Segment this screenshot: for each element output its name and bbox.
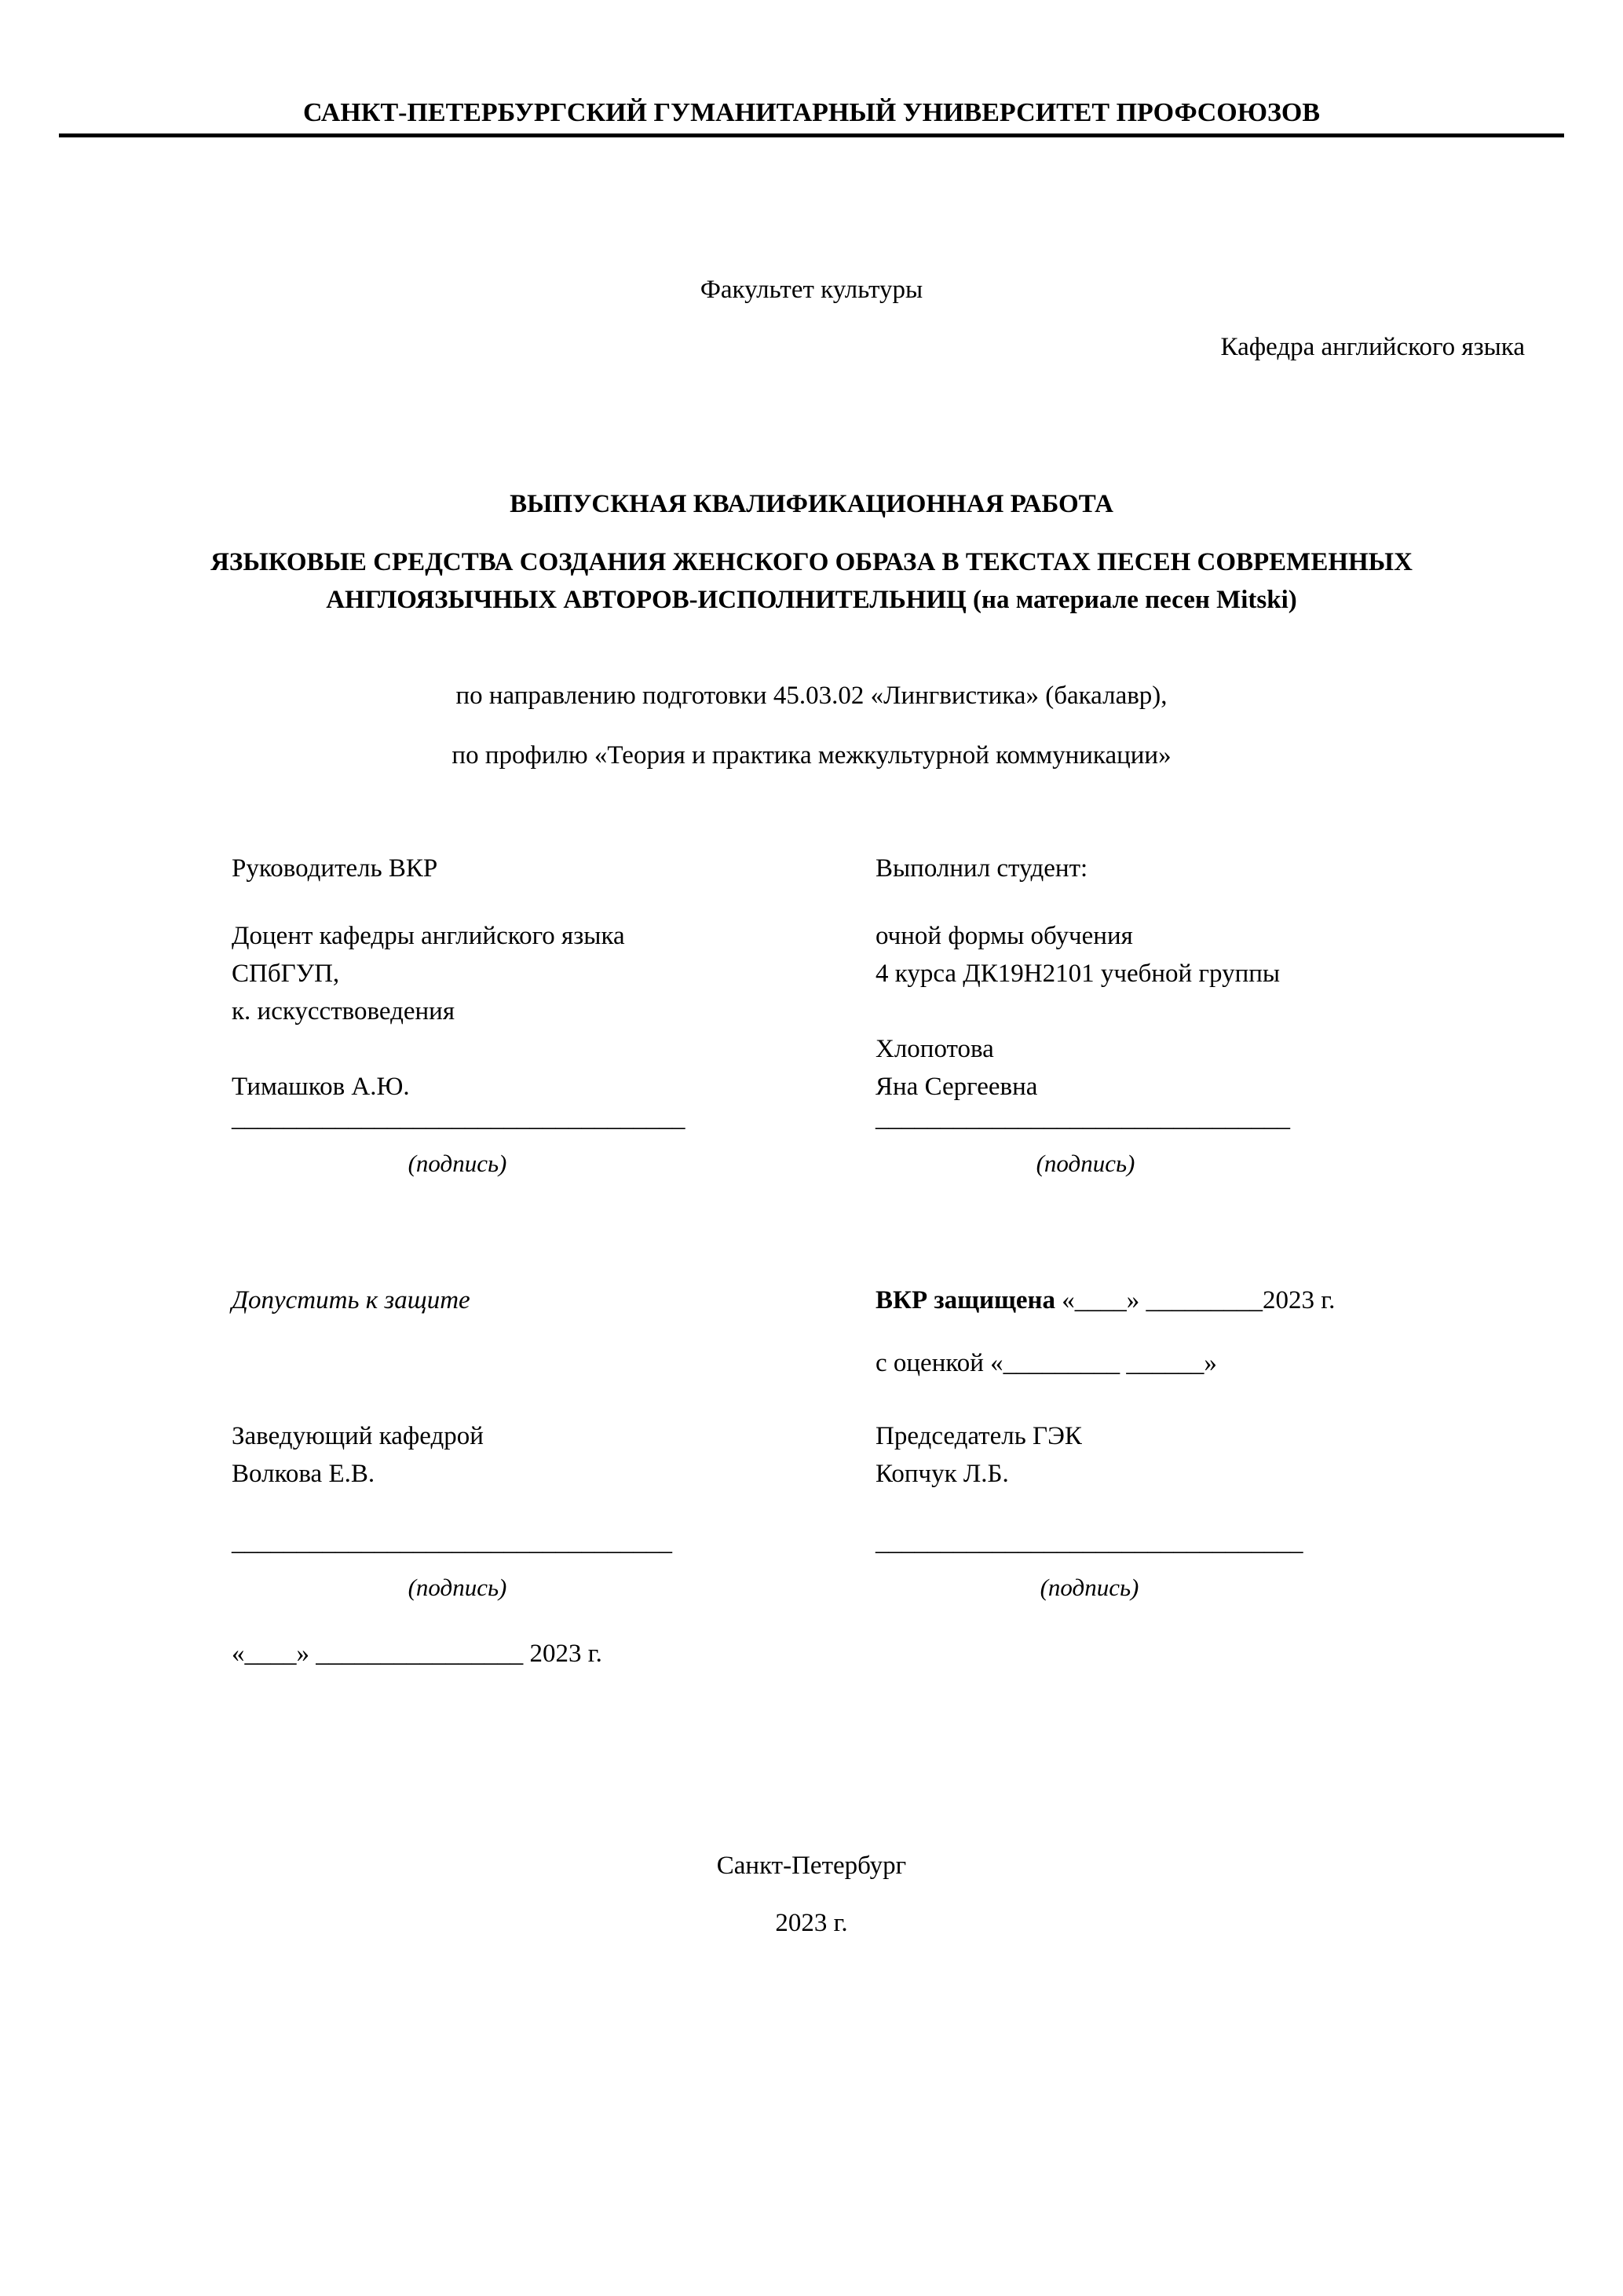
work-type-heading: ВЫПУСКНАЯ КВАЛИФИКАЦИОННАЯ РАБОТА [510,490,1113,518]
gek-chair-role: Председатель ГЭК [875,1422,1082,1450]
student-signature-line: ________________________________ [875,1104,1290,1132]
defended-label: ВКР защищена [875,1286,1056,1314]
advisor-name: Тимашков А.Ю. [232,1073,410,1101]
year: 2023 г. [775,1909,848,1937]
advisor-position [232,917,625,1030]
defended-value: «____» _________2023 г. [1055,1286,1336,1314]
advisor-position-line: Доцент кафедры английского языка [232,922,625,950]
chair-signature-label: (подпись) [1040,1574,1139,1601]
student-name [875,1030,1037,1106]
chair-signature-line: _________________________________ [875,1528,1303,1556]
department-name: Кафедра английского языка [1220,333,1525,361]
header-rule [59,133,1564,137]
city: Санкт-Петербург [716,1852,907,1880]
defended-line [875,1281,1335,1319]
admit-to-defense: Допустить к защите [232,1286,470,1314]
advisor-position-line: СПбГУП, [232,960,340,988]
advisor-signature-label: (подпись) [408,1150,507,1177]
advisor-role: Руководитель ВКР [232,854,438,883]
advisor-signature-line: ___________________________________ [232,1104,685,1132]
profile-line: по профилю «Теория и практика межкультурной коммуникации» [451,741,1172,770]
gek-chair [875,1417,1082,1493]
thesis-title: ЯЗЫКОВЫЕ СРЕДСТВА СОЗДАНИЯ ЖЕНСКОГО ОБРАЗА В ТЕКСТАХ ПЕСЕН СОВРЕМЕННЫХ АНГЛОЯЗЫЧНЫХ АВТОРОВ-ИСПОЛНИТЕЛЬНИЦ (на материале песен Mitski) [210,548,1413,614]
department-head-role: Заведующий кафедрой [232,1422,484,1450]
student-info [875,917,1280,993]
advisor-position-line: к. искусствоведения [232,997,455,1026]
student-info-line: 4 курса ДК19Н2101 учебной группы [875,960,1281,988]
student-surname: Хлопотова [875,1035,994,1063]
department-head-name: Волкова Е.В. [232,1460,375,1488]
date-line: «____» ________________ 2023 г. [232,1640,602,1668]
university-name: САНКТ-ПЕТЕРБУРГСКИЙ ГУМАНИТАРНЫЙ УНИВЕРСИТЕТ ПРОФСОЮЗОВ [302,98,1321,127]
student-firstname: Яна Сергеевна [875,1073,1038,1101]
department-head [232,1417,484,1493]
head-signature-line: __________________________________ [232,1528,672,1556]
gek-chair-name: Копчук Л.Б. [875,1460,1009,1488]
student-role: Выполнил студент: [875,854,1088,883]
grade-line: с оценкой «_________ ______» [875,1349,1217,1377]
faculty-name: Факультет культуры [700,276,923,304]
student-info-line: очной формы обучения [875,922,1133,950]
head-signature-label: (подпись) [408,1574,507,1601]
program-line: по направлению подготовки 45.03.02 «Лингвистика» (бакалавр), [455,682,1168,710]
student-signature-label: (подпись) [1036,1150,1135,1177]
